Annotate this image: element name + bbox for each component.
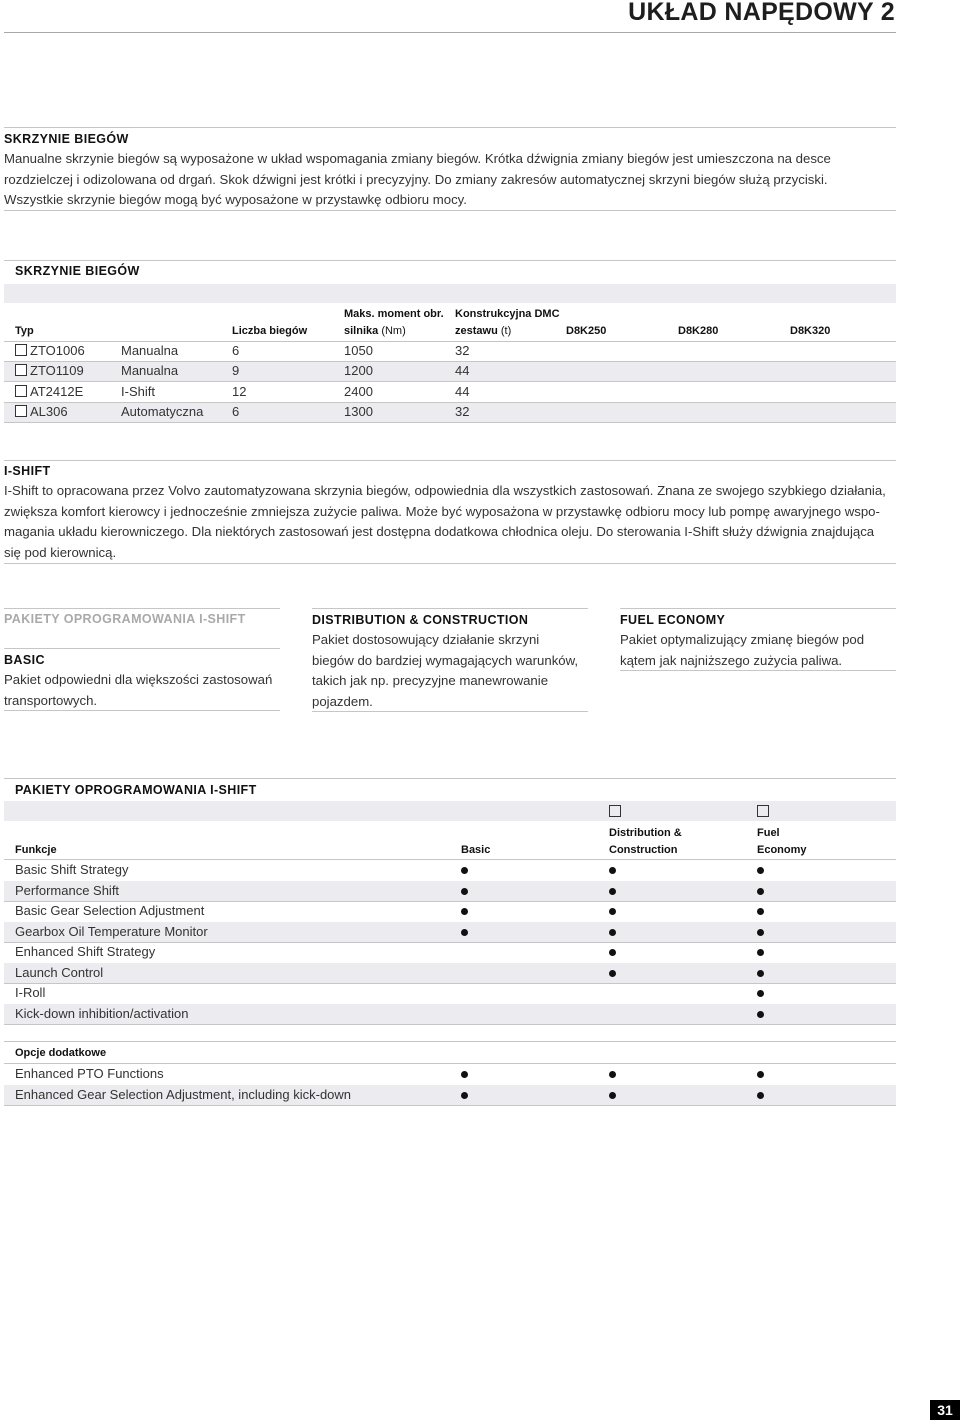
checkbox-icon: [757, 805, 769, 817]
col-header-gcw: [455, 306, 560, 339]
table-cell-type: [15, 361, 84, 381]
table-cell-torque: 1200: [344, 363, 373, 378]
paragraph-line: rozdzielczej i odizolowana od drgań. Skok dźwigni jest krótki i precyzyjny. Do zmiany zakresów automatycznej skrzyni biegów służą przyciski.: [4, 171, 828, 187]
feature-label: Enhanced Gear Selection Adjustment, including kick-down: [15, 1086, 352, 1102]
col-header-line: Economy: [757, 843, 807, 856]
table-cell-gears: 12: [232, 384, 247, 399]
rule: [4, 983, 896, 984]
table-cell-kind: Manualna: [121, 363, 179, 378]
rule: [4, 210, 896, 211]
rule: [4, 710, 280, 711]
bullet-dot-icon-fe: [757, 1092, 764, 1099]
rule: [4, 859, 896, 860]
feature-label: Enhanced PTO Functions: [15, 1066, 164, 1081]
bullet-dot-icon-basic: [461, 867, 468, 874]
bullet-dot-icon-fe: [757, 949, 764, 956]
bullet-dot-icon-dc: [609, 970, 616, 977]
col-header-torque-line2: [344, 323, 444, 340]
bullet-dot-icon-dc: [609, 1092, 616, 1099]
col-header-line: Distribution &: [609, 827, 682, 839]
gcw-label: zestawu: [455, 324, 498, 337]
feature-label: Performance Shift: [15, 882, 120, 898]
table-cell-type: [15, 341, 85, 361]
table-cell-gears: 6: [232, 343, 240, 358]
checkbox-icon: [609, 805, 621, 817]
bullet-dot-icon-fe: [757, 929, 764, 936]
rule: [4, 260, 896, 261]
paragraph-line: się pod kierownicą.: [4, 544, 117, 560]
paragraph-line: Pakiet odpowiedni dla większości zastosowań: [4, 672, 273, 687]
col-header-torque: [344, 306, 444, 339]
col-header-fuel-economy: [757, 825, 807, 858]
bullet-dot-icon-basic: [461, 929, 468, 936]
page-number-text: 31: [937, 1402, 953, 1418]
col-header-gears: Liczba biegów: [232, 325, 308, 337]
table-cell-torque: 1300: [344, 404, 373, 419]
torque-label: silnika: [344, 324, 379, 337]
torque-unit: (Nm): [381, 324, 406, 337]
type-value: AL306: [30, 404, 68, 419]
ishift-paragraph: [4, 481, 904, 563]
page-number-badge: [930, 1400, 960, 1420]
gearbox-table-heading: SKRZYNIE BIEGÓW: [15, 264, 140, 278]
paragraph-line: Pakiet dostosowujący działanie skrzyni: [312, 632, 540, 647]
checkbox-icon: [15, 385, 27, 397]
bullet-dot-icon-dc: [609, 1071, 616, 1078]
table-cell-gcw: 32: [455, 404, 470, 419]
rule: [4, 1105, 896, 1106]
bullet-dot-icon-dc: [609, 867, 616, 874]
bullet-dot-icon-dc: [609, 929, 616, 936]
header-rule: [4, 32, 896, 33]
bullet-dot-icon-basic: [461, 1071, 468, 1078]
type-value: ZTO1109: [30, 363, 84, 378]
type-value: AT2412E: [30, 384, 84, 399]
table-cell-type: [15, 402, 68, 422]
paragraph-line: zwiększa komfort kierowcy i jednocześnie zmniejsza zużycie paliwa. Może być wyposażona w przystawkę odbioru mocy lub pompę awaryjnego wspo-: [4, 503, 880, 519]
page-number: [930, 1400, 960, 1420]
paragraph-line: takich jak np. precyzyjne manewrowanie: [312, 673, 549, 688]
col-header-distribution-construction: [609, 825, 682, 858]
rule: [4, 778, 896, 779]
paragraph-line: I-Shift to opracowana przez Volvo zautomatyzowana skrzynia biegów, odpowiednia dla wszystkich zastosowań. Znana ze swojego szybkiego działania,: [4, 483, 886, 498]
col-header-d8k250: D8K250: [566, 325, 607, 337]
rule: [4, 1041, 896, 1042]
rule: [4, 127, 896, 128]
distribution-construction-heading: DISTRIBUTION & CONSTRUCTION: [312, 613, 529, 627]
rule: [312, 608, 588, 609]
col-header-d8k280: D8K280: [678, 325, 719, 337]
basic-heading: BASIC: [4, 653, 45, 667]
paragraph-line: Manualne skrzynie biegów są wyposażone w układ wspomagania zmiany biegów. Krótka dźwignia zmiany biegów jest umieszczona na desce: [4, 151, 831, 166]
fuel-economy-description: [620, 630, 900, 671]
table-cell-gcw: 44: [455, 384, 470, 399]
rule: [4, 608, 280, 609]
bullet-dot-icon-fe: [757, 867, 764, 874]
table-cell-torque: 1050: [344, 343, 373, 358]
basic-description: [4, 670, 284, 711]
col-header-d8k320: D8K320: [790, 325, 831, 337]
bullet-dot-icon-basic: [461, 1092, 468, 1099]
paragraph-line: kątem jak najniższego zużycia paliwa.: [620, 652, 843, 668]
ishift-heading: I-SHIFT: [4, 464, 51, 478]
bullet-dot-icon-fe: [757, 1011, 764, 1018]
table-cell-kind: Manualna: [121, 343, 179, 358]
paragraph-line: biegów do bardziej wymagających warunków,: [312, 652, 579, 668]
table-cell-gcw: 32: [455, 343, 470, 358]
feature-label: Enhanced Shift Strategy: [15, 944, 156, 959]
col-header-gcw-line1: Konstrukcyjna DMC: [455, 308, 560, 320]
table-cell-torque: 2400: [344, 384, 373, 399]
gcw-unit: (t): [500, 324, 512, 337]
bullet-dot-icon-fe: [757, 1071, 764, 1078]
checkbox-icon: [15, 364, 27, 376]
col-header-functions: Funkcje: [15, 844, 57, 856]
table-cell-type: [15, 382, 83, 402]
gearbox-section-paragraph: [4, 149, 904, 211]
distribution-construction-description: [312, 630, 597, 712]
rule: [620, 670, 896, 671]
bullet-dot-icon-fe: [757, 888, 764, 895]
feature-label: Launch Control: [15, 964, 104, 980]
rule: [4, 648, 280, 649]
col-header-basic: Basic: [461, 844, 491, 856]
paragraph-line: transportowych.: [4, 692, 98, 708]
feature-label: I-Roll: [15, 985, 46, 1000]
bullet-dot-icon-fe: [757, 970, 764, 977]
feature-label: Gearbox Oil Temperature Monitor: [15, 923, 208, 939]
table-cell-gcw: 44: [455, 363, 470, 378]
bullet-dot-icon-dc: [609, 949, 616, 956]
table-cell-gears: 6: [232, 404, 240, 419]
rule: [4, 460, 896, 461]
table-cell-kind: I-Shift: [121, 384, 155, 399]
paragraph-line: pojazdem.: [312, 693, 373, 709]
col-header-gcw-line2: [455, 323, 560, 340]
table-cell-gears: 9: [232, 363, 240, 378]
col-header-line: Construction: [609, 843, 678, 856]
options-heading: Opcje dodatkowe: [15, 1047, 107, 1059]
rule: [4, 1024, 896, 1025]
checkbox-icon: [15, 405, 27, 417]
paragraph-line: magania układu kierowniczego. Dla niektórych zastosowań jest dostępna dodatkowa chłodnica oleju. Do sterowania I-Shift służy dźwignia znajdująca: [4, 524, 875, 539]
rule: [4, 422, 896, 423]
features-table-heading: PAKIETY OPROGRAMOWANIA I-SHIFT: [15, 783, 257, 797]
feature-label: Basic Gear Selection Adjustment: [15, 903, 205, 918]
table-cell-kind: Automatyczna: [121, 404, 204, 419]
col-header-line: Fuel: [757, 827, 780, 839]
bullet-dot-icon-dc: [609, 888, 616, 895]
rule: [620, 608, 896, 609]
paragraph-line: Pakiet optymalizujący zmianę biegów pod: [620, 632, 865, 647]
bullet-dot-icon-basic: [461, 908, 468, 915]
checkbox-icon: [15, 344, 27, 356]
rule: [4, 563, 896, 564]
fuel-economy-heading: FUEL ECONOMY: [620, 613, 726, 627]
col-header-torque-line1: Maks. moment obr.: [344, 308, 444, 320]
bullet-dot-icon-basic: [461, 888, 468, 895]
table-band: [4, 284, 896, 303]
gearbox-section-heading: SKRZYNIE BIEGÓW: [4, 132, 129, 146]
feature-label: Basic Shift Strategy: [15, 862, 129, 877]
paragraph-line: Wszystkie skrzynie biegów mogą być wyposażone w przystawkę odbioru mocy.: [4, 192, 467, 207]
feature-label: Kick-down inhibition/activation: [15, 1005, 189, 1021]
col-header-type: Typ: [15, 325, 34, 337]
bullet-dot-icon-fe: [757, 908, 764, 915]
packages-heading: PAKIETY OPROGRAMOWANIA I-SHIFT: [4, 612, 246, 626]
type-value: ZTO1006: [30, 343, 85, 358]
rule: [312, 711, 588, 712]
bullet-dot-icon-fe: [757, 990, 764, 997]
bullet-dot-icon-dc: [609, 908, 616, 915]
page-title: UKŁAD NAPĘDOWY 2: [628, 0, 895, 26]
